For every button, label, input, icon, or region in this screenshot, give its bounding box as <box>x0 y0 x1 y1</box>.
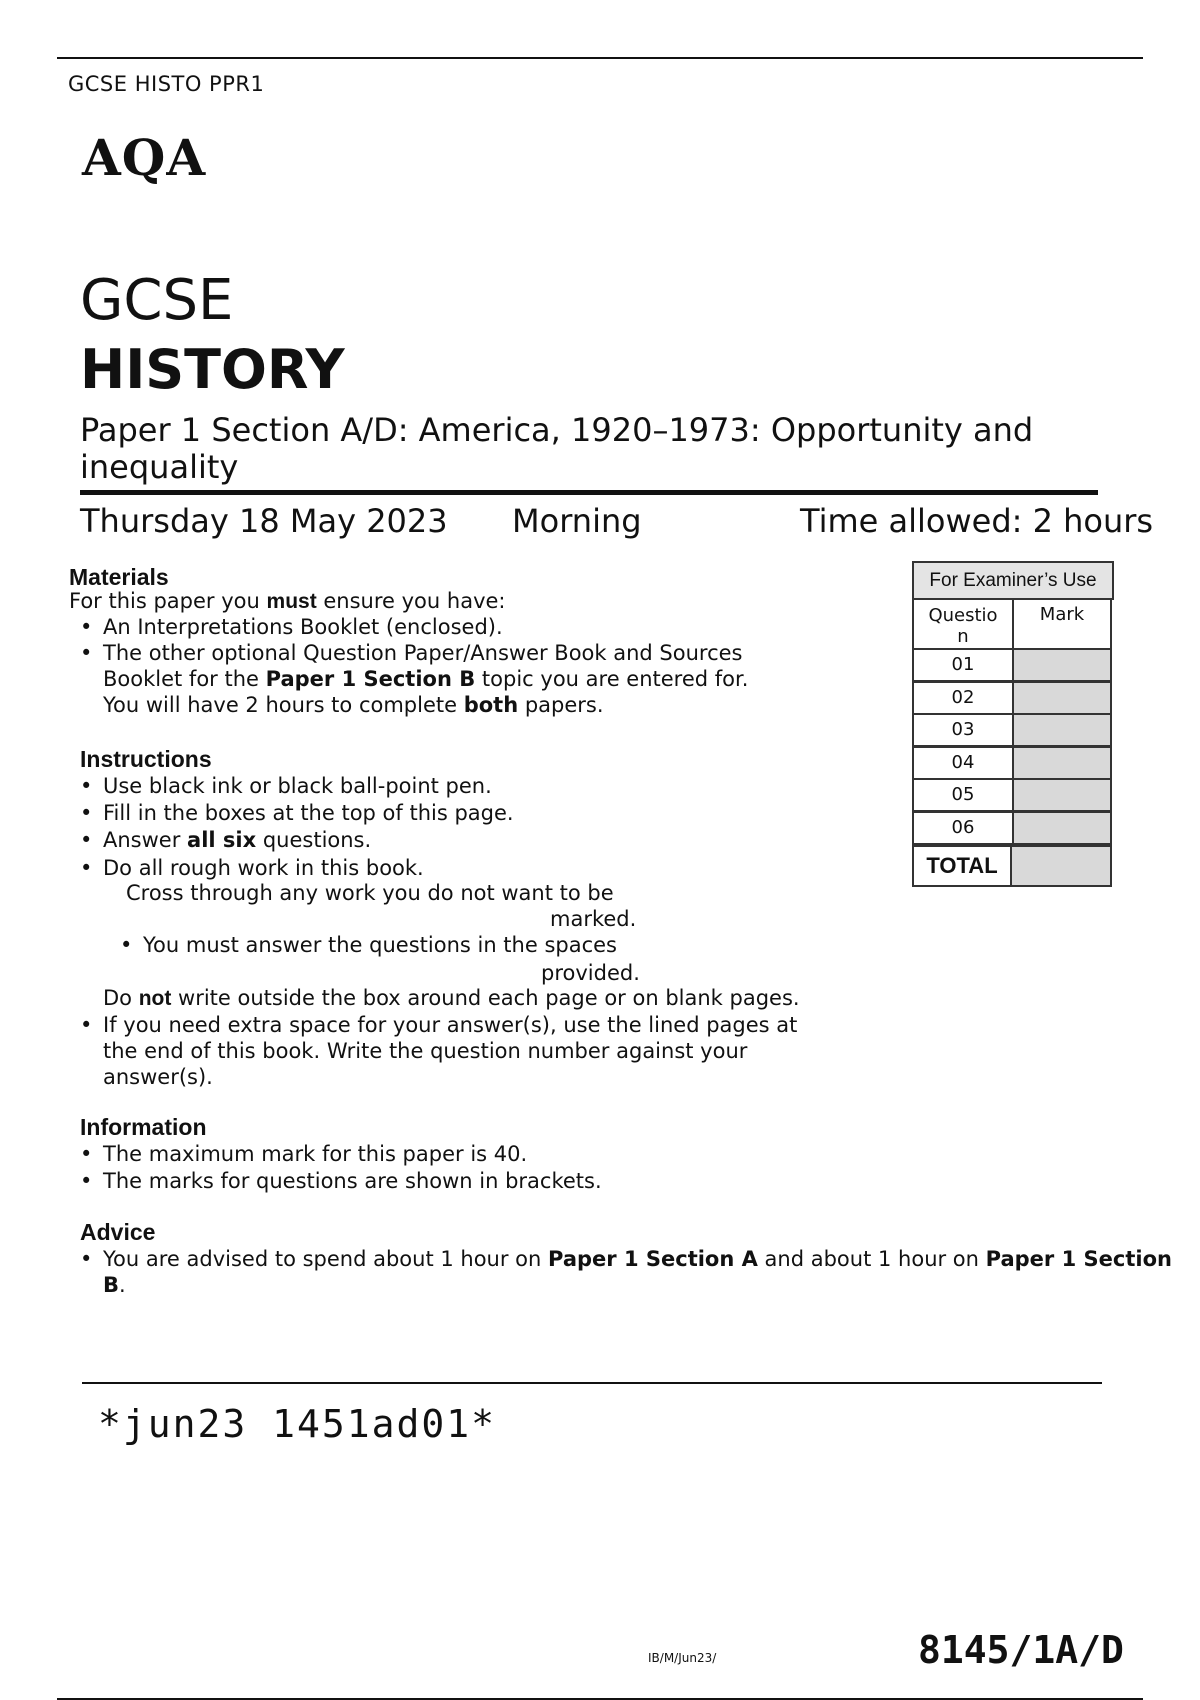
examiner-total-mark[interactable] <box>1010 845 1112 887</box>
instructions-item3-end: questions. <box>256 828 372 852</box>
materials-item2-line2: Booklet for the <box>103 667 266 691</box>
title-rule <box>80 490 1098 495</box>
paper-title-line1: Paper 1 Section A/D: America, 1920–1973: Opportunity and <box>80 411 1034 449</box>
examiner-question-number: 03 <box>912 713 1014 747</box>
examiner-mark-cell[interactable] <box>1012 713 1112 747</box>
bullet-icon: • <box>80 1013 93 1037</box>
materials-intro <box>69 588 506 615</box>
instructions-item7-line2: the end of this book. Write the question number against your <box>103 1039 748 1063</box>
exam-session: Morning <box>512 502 642 540</box>
instructions-item3-text: Answer <box>103 828 188 852</box>
advice-bold-section-a: Paper 1 Section A <box>548 1247 758 1271</box>
examiner-mark-cell[interactable] <box>1012 681 1112 715</box>
examiner-use-heading: For Examiner’s Use <box>912 561 1114 600</box>
instructions-item6-bold: not <box>138 987 172 1010</box>
information-item-text: The maximum mark for this paper is 40. <box>103 1142 528 1166</box>
exam-date: Thursday 18 May 2023 <box>80 502 448 540</box>
materials-item2-line2-end: topic you are entered for. <box>475 667 749 691</box>
examiner-total-label: TOTAL <box>912 845 1012 887</box>
instructions-item-text <box>103 1012 797 1090</box>
information-item-text: The marks for questions are shown in brackets. <box>103 1169 602 1193</box>
bullet-icon: • <box>80 801 93 825</box>
instructions-item3-bold: all six <box>187 828 257 852</box>
information-heading: Information <box>80 1114 207 1140</box>
examiner-col-question <box>912 598 1014 650</box>
instructions-item-text: Do all rough work in this book. <box>103 856 424 880</box>
advice-bold-section-b: Paper 1 Section <box>985 1247 1172 1271</box>
materials-item2-line3: You will have 2 hours to complete <box>103 693 464 717</box>
bullet-icon: • <box>80 1247 93 1271</box>
materials-item2-line3-bold: both <box>463 693 519 717</box>
advice-item-text <box>103 1246 1172 1298</box>
advice-heading: Advice <box>80 1219 156 1245</box>
materials-intro-bold: must <box>266 590 317 613</box>
materials-intro-text-end: ensure you have: <box>316 589 506 613</box>
examiner-col-question-line2: n <box>957 626 969 647</box>
advice-line1-mid: and about 1 hour on <box>757 1247 986 1271</box>
bullet-icon: • <box>80 856 93 880</box>
advice-line2-end: . <box>119 1273 126 1297</box>
footer-reference: IB/M/Jun23/ <box>648 1651 717 1665</box>
bullet-icon: • <box>80 828 93 852</box>
materials-item2-line3-end: papers. <box>518 693 604 717</box>
subject-title: HISTORY <box>80 338 345 401</box>
bullet-icon: • <box>80 641 93 665</box>
materials-item-text: An Interpretations Booklet (enclosed). <box>103 615 503 639</box>
bullet-icon: • <box>120 933 133 957</box>
instructions-item6-end: write outside the box around each page or on blank pages. <box>171 986 800 1010</box>
paper-title-line2: inequality <box>80 448 239 486</box>
paper-title <box>80 412 1040 486</box>
advice-bold-b: B <box>103 1273 120 1297</box>
examiner-question-number: 06 <box>912 811 1014 845</box>
bullet-icon: • <box>80 615 93 639</box>
instructions-item-text: Fill in the boxes at the top of this page. <box>103 801 514 825</box>
top-rule <box>57 57 1143 59</box>
instructions-item-text <box>103 827 371 853</box>
examiner-mark-cell[interactable] <box>1012 778 1112 812</box>
examiner-question-number: 02 <box>912 681 1014 715</box>
instructions-subitem-continuation: provided. <box>541 961 640 985</box>
examiner-question-number: 05 <box>912 778 1014 812</box>
examiner-mark-cell[interactable] <box>1012 746 1112 780</box>
paper-code: 8145/1A/D <box>918 1628 1124 1672</box>
bullet-icon: • <box>80 1142 93 1166</box>
examiner-col-question-line1: Questio <box>928 605 998 626</box>
barcode-rule <box>82 1382 1102 1384</box>
materials-intro-text: For this paper you <box>69 589 267 613</box>
instructions-item4-continuation: marked. <box>550 907 637 931</box>
barcode-text: *jun23 1451ad01* <box>98 1402 497 1446</box>
instructions-item4-continuation: Cross through any work you do not want to be <box>126 881 614 905</box>
bullet-icon: • <box>80 1169 93 1193</box>
time-allowed: Time allowed: 2 hours <box>800 502 1154 540</box>
instructions-item6 <box>103 985 800 1012</box>
materials-item-text <box>103 640 748 718</box>
examiner-question-number: 01 <box>912 648 1014 682</box>
paper-header-code: GCSE HISTO PPR1 <box>68 72 265 96</box>
materials-item2-bold: Paper 1 Section B <box>265 667 476 691</box>
examiner-question-number: 04 <box>912 746 1014 780</box>
instructions-item-text: Use black ink or black ball-point pen. <box>103 774 492 798</box>
instructions-item7-line3: answer(s). <box>103 1065 213 1089</box>
examiner-col-mark: Mark <box>1012 598 1112 650</box>
bullet-icon: • <box>80 774 93 798</box>
materials-item2-line1: The other optional Question Paper/Answer Book and Sources <box>103 641 743 665</box>
instructions-item6-text: Do <box>103 986 139 1010</box>
qualification-title: GCSE <box>80 268 234 333</box>
materials-heading: Materials <box>69 564 169 590</box>
examiner-mark-cell[interactable] <box>1012 811 1112 845</box>
instructions-heading: Instructions <box>80 746 212 772</box>
aqa-logo: AQA <box>82 128 207 187</box>
instructions-subitem-text: You must answer the questions in the spaces <box>143 933 617 957</box>
instructions-item7-line1: If you need extra space for your answer(s), use the lined pages at <box>103 1013 798 1037</box>
advice-line1: You are advised to spend about 1 hour on <box>103 1247 549 1271</box>
examiner-mark-cell[interactable] <box>1012 648 1112 682</box>
